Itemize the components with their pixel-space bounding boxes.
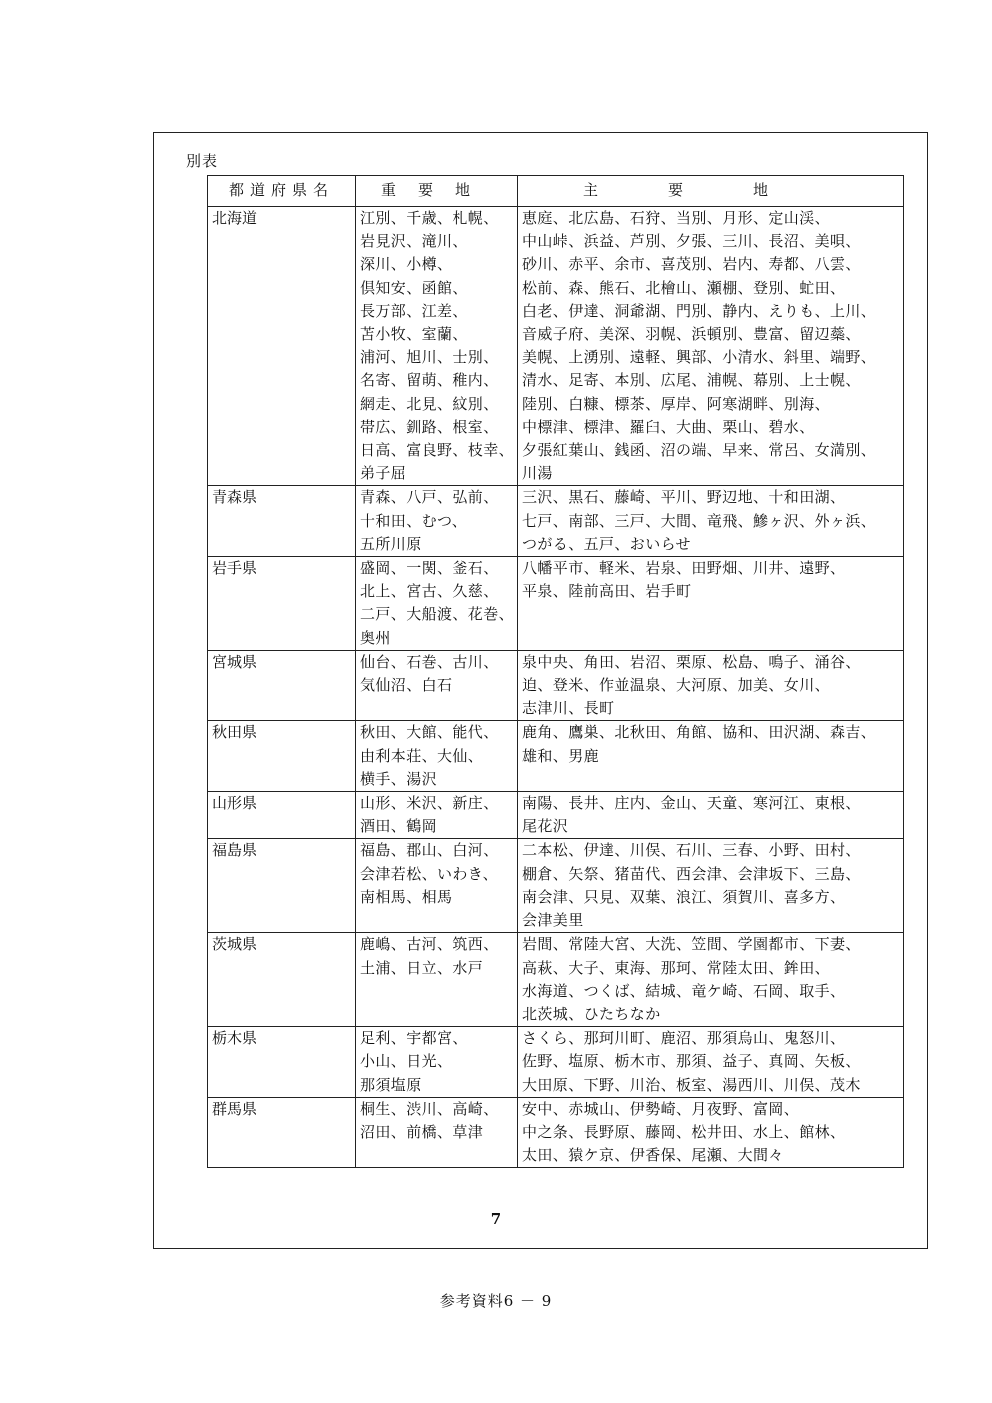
main-locations-line: 小山、日光、 — [360, 1052, 453, 1071]
main-locations-line: 福島、郡山、白河、 — [360, 841, 499, 860]
main-locations-line: 那須塩原 — [360, 1075, 422, 1094]
sub-locations-line: 岩間、常陸大宮、大洗、笠間、学園都市、下妻、 — [522, 935, 861, 954]
prefecture-cell: 青森県 — [208, 486, 356, 557]
main-locations-line: 長万部、江差、 — [360, 301, 468, 320]
main-locations-line: 弟子屈 — [360, 464, 407, 483]
sub-locations-line: 泉中央、角田、岩沼、栗原、松島、鳴子、涌谷、 — [522, 652, 861, 671]
sub-locations-line: 音威子府、美深、羽幌、浜頓別、豊富、留辺蘂、 — [522, 325, 861, 344]
main-locations-line: 気仙沼、白石 — [360, 676, 453, 695]
main-locations-line: 江別、千歳、札幌、 — [360, 209, 499, 227]
sub-locations-cell — [518, 792, 904, 839]
sub-locations-line: 迫、登米、作並温泉、大河原、加美、女川、 — [522, 676, 831, 695]
sub-locations-cell — [518, 1097, 904, 1168]
sub-locations-cell — [518, 1027, 904, 1098]
main-locations-cell — [356, 486, 518, 557]
table-row — [208, 933, 904, 1027]
sub-locations-line: 安中、赤城山、伊勢崎、月夜野、富岡、 — [522, 1099, 800, 1118]
main-locations-cell — [356, 721, 518, 792]
table-row — [208, 1097, 904, 1168]
sub-locations-line: 川湯 — [522, 464, 553, 483]
main-locations-line: 日高、富良野、枝幸、 — [360, 441, 515, 460]
sub-locations-line: 七戸、南部、三戸、大間、竜飛、鰺ヶ沢、外ヶ浜、 — [522, 511, 877, 530]
sub-locations-cell — [518, 650, 904, 721]
table-row — [208, 557, 904, 651]
main-locations-line: 酒田、鶴岡 — [360, 817, 438, 836]
sub-locations-line: 雄和、男鹿 — [522, 746, 600, 765]
sub-locations-cell — [518, 839, 904, 933]
sub-locations-line: つがる、五戸、おいらせ — [522, 534, 691, 553]
sub-locations-line: 夕張紅葉山、銭函、沼の端、早来、常呂、女満別、 — [522, 441, 877, 460]
table-row — [208, 721, 904, 792]
page-number: 7 — [490, 1210, 502, 1228]
main-locations-line: 帯広、釧路、根室、 — [360, 417, 499, 436]
main-locations-line: 五所川原 — [360, 534, 422, 553]
sub-locations-line: 砂川、赤平、余市、喜茂別、岩内、寿都、八雲、 — [522, 255, 861, 274]
main-locations-cell — [356, 207, 518, 486]
main-locations-cell — [356, 933, 518, 1027]
main-locations-line: 土浦、日立、水戸 — [360, 958, 484, 977]
sub-locations-line: 松前、森、熊石、北檜山、瀬棚、登別、虻田、 — [522, 278, 846, 297]
table-row — [208, 1027, 904, 1098]
main-locations-line: 浦河、旭川、士別、 — [360, 348, 499, 367]
main-locations-line: 北上、宮古、久慈、 — [360, 582, 499, 601]
main-locations-line: 由利本荘、大仙、 — [360, 746, 484, 765]
main-locations-cell — [356, 650, 518, 721]
sub-locations-line: 棚倉、矢祭、猪苗代、西会津、会津坂下、三島、 — [522, 864, 861, 883]
sub-locations-line: 恵庭、北広島、石狩、当別、月形、定山渓、 — [522, 209, 831, 227]
prefecture-cell: 秋田県 — [208, 721, 356, 792]
sub-locations-line: 南会津、只見、双葉、浪江、須賀川、喜多方、 — [522, 887, 846, 906]
sub-locations-line: 八幡平市、軽米、岩泉、田野畑、川井、遠野、 — [522, 559, 846, 578]
main-locations-line: 足利、宇都宮、 — [360, 1029, 468, 1048]
sub-locations-cell — [518, 486, 904, 557]
sub-locations-cell — [518, 557, 904, 651]
sub-locations-line: 二本松、伊達、川俣、石川、三春、小野、田村、 — [522, 841, 861, 860]
sub-locations-line: 水海道、つくば、結城、竜ケ崎、石岡、取手、 — [522, 981, 846, 1000]
main-locations-line: 名寄、留萌、稚内、 — [360, 371, 499, 390]
table-header-row — [208, 176, 904, 207]
main-locations-line: 沼田、前橋、草津 — [360, 1122, 484, 1141]
table-row — [208, 792, 904, 839]
main-locations-line: 山形、米沢、新庄、 — [360, 794, 499, 813]
main-locations-line: 二戸、大船渡、花巻、 — [360, 605, 515, 624]
sub-locations-line: 佐野、塩原、栃木市、那須、益子、真岡、矢板、 — [522, 1052, 861, 1071]
sub-locations-line: 三沢、黒石、藤崎、平川、野辺地、十和田湖、 — [522, 488, 846, 507]
sub-locations-line: 大田原、下野、川治、板室、湯西川、川俣、茂木 — [522, 1075, 861, 1094]
sub-locations-line: さくら、那珂川町、鹿沼、那須烏山、鬼怒川、 — [522, 1029, 846, 1048]
main-locations-line: 苫小牧、室蘭、 — [360, 325, 468, 344]
sub-locations-line: 中山峠、浜益、芦別、夕張、三川、長沼、美唄、 — [522, 232, 861, 251]
sub-locations-line: 鹿角、鷹巣、北秋田、角館、協和、田沢湖、森吉、 — [522, 723, 877, 742]
sub-locations-cell — [518, 933, 904, 1027]
sub-locations-line: 中之条、長野原、藤岡、松井田、水上、館林、 — [522, 1122, 846, 1141]
main-locations-line: 網走、北見、紋別、 — [360, 394, 499, 413]
sub-locations-line: 志津川、長町 — [522, 699, 615, 718]
sub-locations-cell — [518, 207, 904, 486]
table-row — [208, 839, 904, 933]
table-row — [208, 207, 904, 486]
main-locations-line: 桐生、渋川、高崎、 — [360, 1099, 499, 1118]
sub-locations-line: 平泉、陸前高田、岩手町 — [522, 582, 692, 601]
page-footer: 参考資料6 － 9 — [439, 1292, 553, 1310]
sub-locations-line: 陸別、白糠、標茶、厚岸、阿寒湖畔、別海、 — [522, 394, 831, 413]
main-locations-line: 会津若松、いわき、 — [360, 864, 499, 883]
header-prefecture: 都道府県名 — [208, 176, 356, 207]
main-locations-cell — [356, 1027, 518, 1098]
sub-locations-line: 太田、猿ケ京、伊香保、尾瀬、大間々 — [522, 1146, 784, 1165]
main-locations-cell — [356, 792, 518, 839]
main-locations-line: 奥州 — [360, 628, 391, 647]
prefecture-cell: 北海道 — [208, 207, 356, 486]
prefecture-cell: 山形県 — [208, 792, 356, 839]
main-locations-cell — [356, 557, 518, 651]
location-table — [207, 175, 904, 1168]
sub-locations-line: 会津美里 — [522, 911, 584, 930]
main-locations-line: 横手、湯沢 — [360, 769, 438, 788]
main-locations-line: 鹿嶋、古河、筑西、 — [360, 935, 499, 954]
sub-locations-line: 高萩、大子、東海、那珂、常陸太田、鉾田、 — [522, 958, 831, 977]
sub-locations-line: 南陽、長井、庄内、金山、天童、寒河江、東根、 — [522, 794, 861, 813]
main-locations-line: 秋田、大館、能代、 — [360, 723, 499, 742]
sub-locations-cell — [518, 721, 904, 792]
prefecture-cell: 宮城県 — [208, 650, 356, 721]
main-locations-line: 青森、八戸、弘前、 — [360, 488, 499, 507]
prefecture-cell: 岩手県 — [208, 557, 356, 651]
prefecture-cell: 茨城県 — [208, 933, 356, 1027]
sub-locations-line: 中標津、標津、羅臼、大曲、栗山、碧水、 — [522, 417, 815, 436]
main-locations-cell — [356, 1097, 518, 1168]
prefecture-cell: 福島県 — [208, 839, 356, 933]
table-row — [208, 650, 904, 721]
main-locations-line: 南相馬、相馬 — [360, 887, 453, 906]
main-locations-line: 十和田、むつ、 — [360, 511, 468, 530]
prefecture-cell: 群馬県 — [208, 1097, 356, 1168]
main-locations-line: 岩見沢、滝川、 — [360, 232, 468, 251]
table-row — [208, 486, 904, 557]
header-main-locations: 重要地 — [356, 176, 518, 207]
prefecture-cell: 栃木県 — [208, 1027, 356, 1098]
main-locations-line: 盛岡、一関、釜石、 — [360, 559, 499, 578]
main-locations-line: 深川、小樽、 — [360, 255, 453, 274]
sub-locations-line: 美幌、上湧別、遠軽、興部、小清水、斜里、端野、 — [522, 348, 877, 367]
sub-locations-line: 北茨城、ひたちなか — [522, 1004, 661, 1023]
sub-locations-line: 清水、足寄、本別、広尾、浦幌、幕別、上士幌、 — [522, 371, 861, 390]
sub-locations-line: 白老、伊達、洞爺湖、門別、静内、えりも、上川、 — [522, 301, 877, 320]
table-caption: 別表 — [186, 152, 219, 170]
main-locations-line: 倶知安、函館、 — [360, 278, 468, 297]
main-locations-cell — [356, 839, 518, 933]
sub-locations-line: 尾花沢 — [522, 817, 569, 836]
main-locations-line: 仙台、石巻、古川、 — [360, 652, 499, 671]
header-sub-locations: 主要地 — [518, 176, 904, 207]
